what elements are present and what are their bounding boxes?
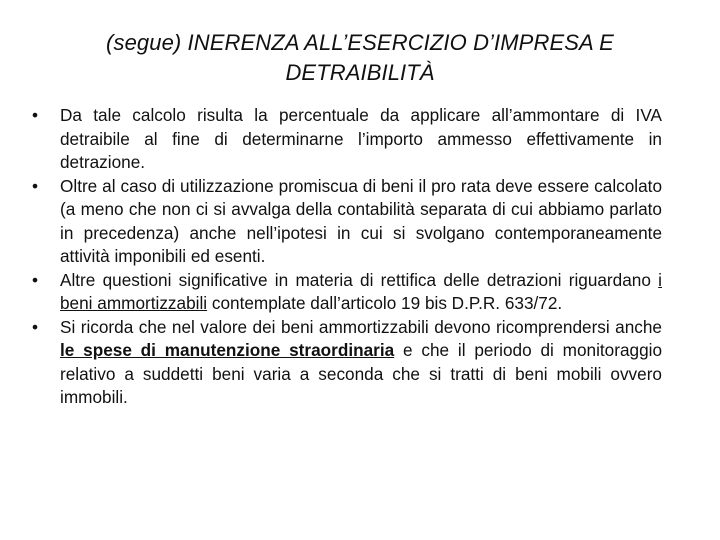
bullet-item-1	[28, 104, 662, 175]
bullet-dot-icon: •	[31, 316, 39, 337]
bullet-text: Altre questioni significative in materia di rettifica delle detrazioni riguardano	[60, 269, 659, 290]
bold-underlined-text: le spese di manutenzione straordinaria	[60, 340, 395, 360]
bullet-text: Si ricorda che nel valore dei beni ammortizzabili devono ricomprendersi anche	[60, 316, 662, 337]
bullet-item-2	[28, 175, 662, 269]
bullet-item-4	[28, 316, 662, 410]
bullet-text-continued: contemplate dall’articolo 19 bis D.P.R. 633/72.	[207, 293, 563, 313]
bullet-text-continued: e che il periodo di monitoraggio relativo a suddetti beni varia a seconda che si tratti di beni mobili ovvero immobili.	[60, 340, 663, 407]
bullet-dot-icon: •	[31, 175, 39, 196]
underlined-text: i beni ammortizzabili	[60, 269, 662, 313]
title-line-1: (segue) INERENZA ALL’ESERCIZIO D’IMPRESA E	[106, 30, 614, 55]
bullet-dot-icon: •	[31, 105, 39, 125]
title-line-2: DETRAIBILITÀ	[285, 60, 435, 85]
slide-title	[40, 28, 680, 88]
bullet-dot-icon: •	[31, 269, 39, 290]
bullet-text: Oltre al caso di utilizzazione promiscua di beni il pro rata deve essere calcolato (a meno che non ci si avvalga della contabilità separata di cui abbiamo parlato in precedenza) anche nell’ipotesi in cui si svolgano contemporaneamente attività imponibili ed esenti.	[60, 175, 662, 266]
bullet-list	[28, 104, 662, 410]
bullet-text: Da tale calcolo risulta la percentuale da applicare all’ammontare di IVA detraibile al fine di determinarne l’importo ammesso effettivamente in detrazione.	[60, 105, 662, 172]
bullet-item-3	[28, 269, 662, 316]
